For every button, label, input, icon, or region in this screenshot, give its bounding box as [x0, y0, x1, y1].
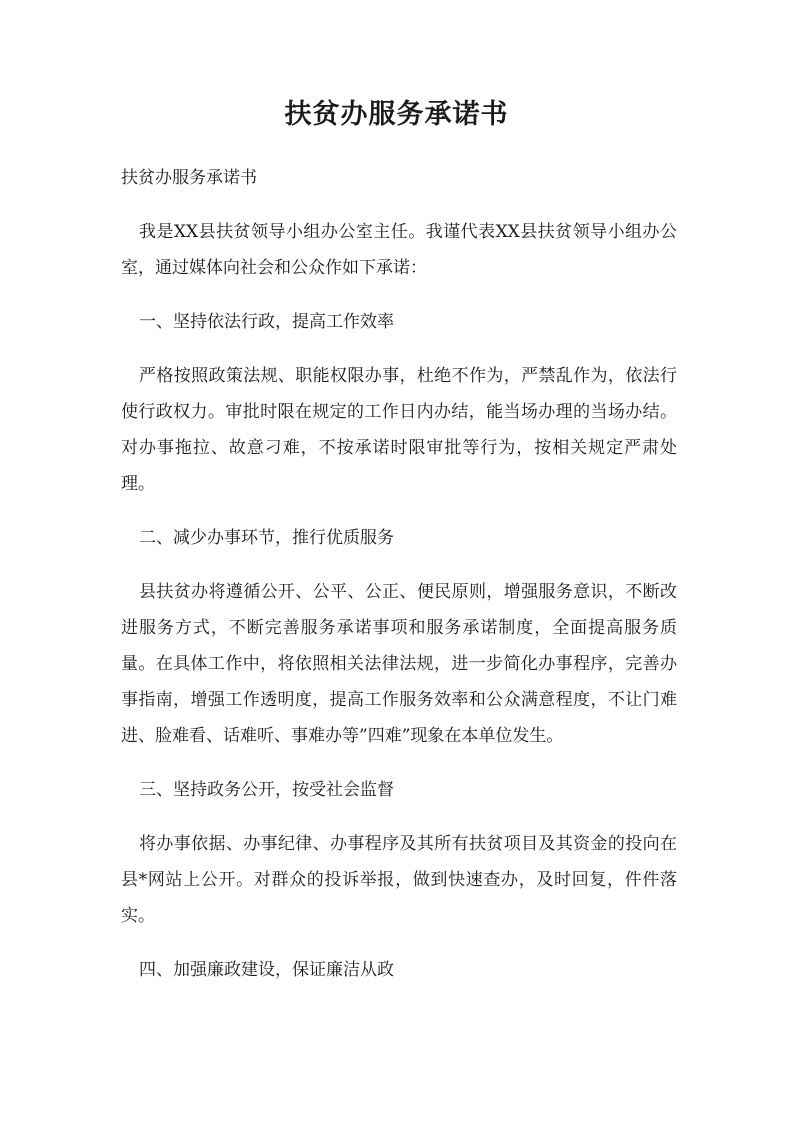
document-subtitle: 扶贫办服务承诺书 [121, 168, 257, 188]
paragraph-section-2: 县扶贫办将遵循公开、公平、公正、便民原则，增强服务意识，不断改进服务方式，不断完善服务承诺事项和服务承诺制度，全面提高服务质量。在具体工作中，将依照相关法律法规，进一步简化办事程序，完善办事指南，增强工作透明度，提高工作服务效率和公众满意程度，不让门难进、脸难看、话难听、事难办等”四难”现象在本单位发生。 [121, 582, 677, 746]
section-heading-2: 二、减少办事环节，推行优质服务 [139, 528, 394, 548]
section-heading-4: 四、加强廉政建设，保证廉洁从政 [139, 960, 394, 980]
document-title: 扶贫办服务承诺书 [284, 99, 509, 130]
paragraph-intro: 我是XX县扶贫领导小组办公室主任。我谨代表XX县扶贫领导小组办公室，通过媒体向社会和公众作如下承诺： [121, 222, 677, 278]
paragraph-section-1: 严格按照政策法规、职能权限办事，杜绝不作为，严禁乱作为，依法行使行政权力。审批时限在规定的工作日内办结，能当场办理的当场办结。对办事拖拉、故意刁难，不按承诺时限审批等行为，按相关规定严肃处理。 [121, 366, 677, 494]
section-heading-3: 三、坚持政务公开，按受社会监督 [139, 780, 394, 800]
section-heading-1: 一、坚持依法行政，提高工作效率 [139, 312, 394, 332]
document-body [121, 160, 677, 1006]
paragraph-section-3: 将办事依据、办事纪律、办事程序及其所有扶贫项目及其资金的投向在县*网站上公开。对群众的投诉举报，做到快速查办，及时回复，件件落实。 [121, 834, 677, 926]
